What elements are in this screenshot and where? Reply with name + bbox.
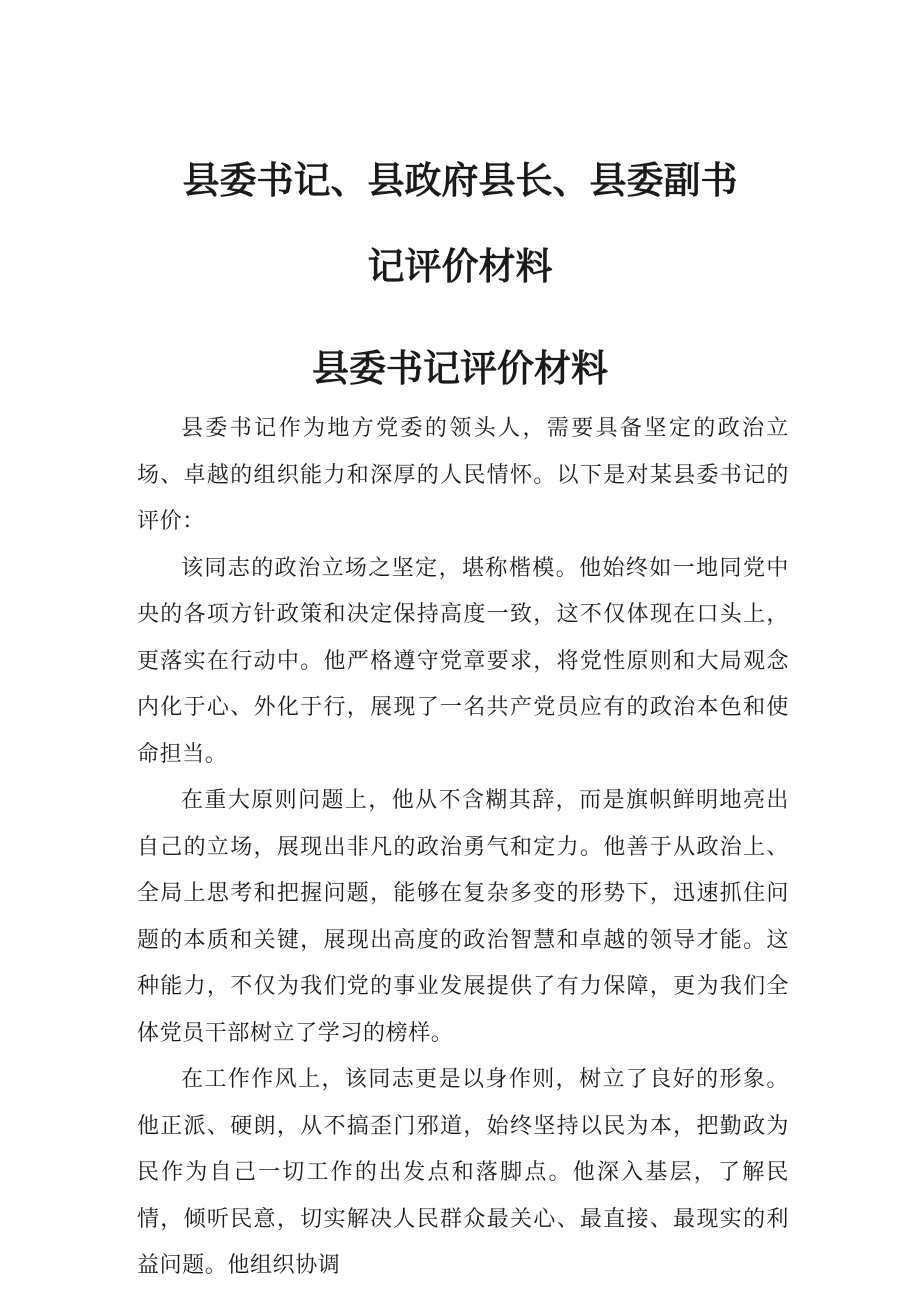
- paragraph-4: 在工作作风上，该同志更是以身作则，树立了良好的形象。他正派、硬朗，从不搞歪门邪道，始终坚持以民为本，把勤政为民作为自己一切工作的出发点和落脚点。他深入基层，了解民情，倾听民意，切实解决人民群众最关心、最直接、最现实的利益问题。他组织协调: [137, 1067, 789, 1278]
- paragraph-1: 县委书记作为地方党委的领头人，需要具备坚定的政治立场、卓越的组织能力和深厚的人民情怀。以下是对某县委书记的评价：: [137, 416, 789, 534]
- paragraph-2: 该同志的政治立场之坚定，堪称楷模。他始终如一地同党中央的各项方针政策和决定保持高度一致，这不仅体现在口头上，更落实在行动中。他严格遵守党章要求，将党性原则和大局观念内化于心、外化于行，展现了一名共产党员应有的政治本色和使命担当。: [137, 555, 789, 767]
- document-title-line-1: 县委书记、县政府县长、县委副书: [182, 159, 738, 202]
- paragraph-3: 在重大原则问题上，他从不含糊其辞，而是旗帜鲜明地亮出自己的立场，展现出非凡的政治勇气和定力。他善于从政治上、全局上思考和把握问题，能够在复杂多变的形势下，迅速抓住问题的本质和关键，展现出高度的政治智慧和卓越的领导才能。这种能力，不仅为我们党的事业发展提供了有力保障，更为我们全体党员干部树立了学习的榜样。: [137, 788, 789, 1046]
- section-title: 县委书记评价材料: [312, 347, 608, 390]
- document-title-line-2: 记评价材料: [367, 245, 553, 288]
- document-body: [137, 406, 789, 1290]
